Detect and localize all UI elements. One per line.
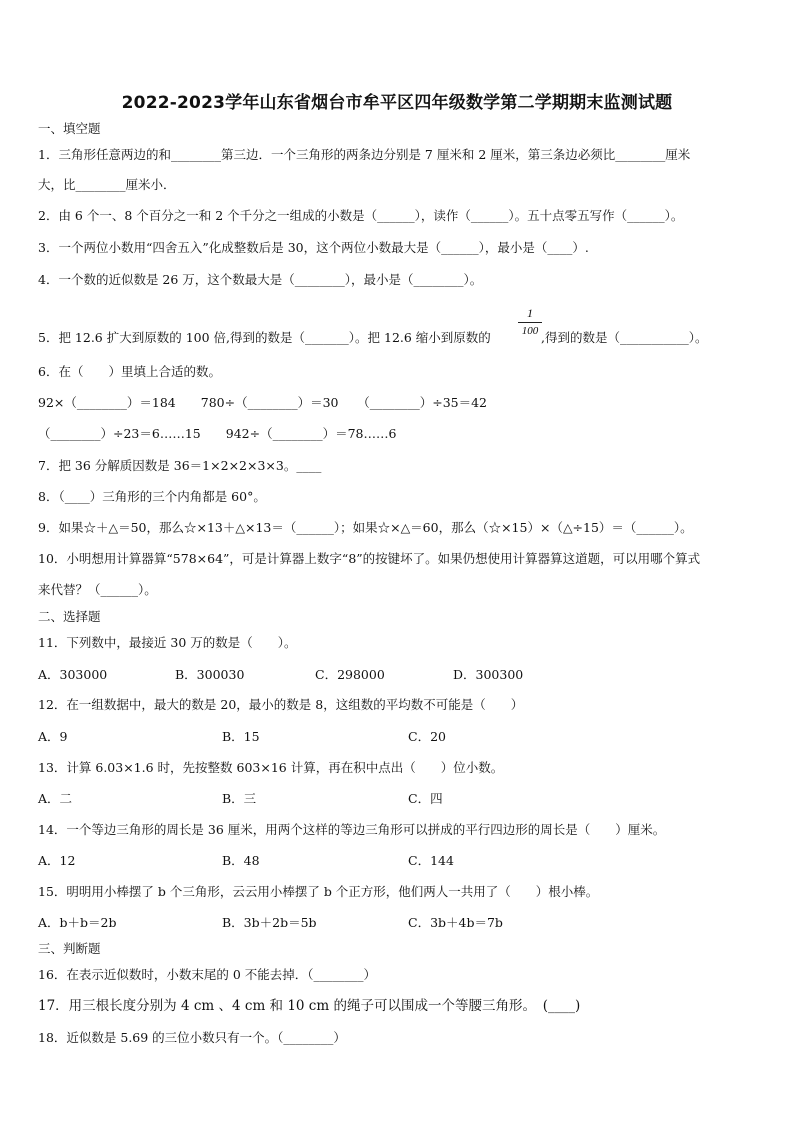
- question-5-part-1: 5．把 12.6 扩大到原数的 100 倍,得到的数是（_______）。把 12.6 缩小到原数的: [38, 330, 491, 345]
- question-13-option-c: C．四: [408, 791, 443, 806]
- section-heading-multiple-choice: 二、选择题: [38, 609, 101, 624]
- question-7: 7．把 36 分解质因数是 36＝1×2×2×3×3。____: [38, 458, 322, 473]
- fraction-numerator: 1: [527, 306, 533, 320]
- question-9: 9．如果☆＋△＝50，那么☆×13＋△×13＝（______）；如果☆×△＝60，那么（☆×15）×（△÷15）＝（______）。: [38, 520, 693, 535]
- question-5-part-2: ,得到的数是（___________）。: [541, 330, 708, 345]
- question-11-option-d: D．300300: [453, 667, 524, 682]
- section-heading-true-false: 三、判断题: [38, 941, 101, 956]
- question-18: 18．近似数是 5.69 的三位小数只有一个。（________）: [38, 1030, 346, 1045]
- question-3: 3．一个两位小数用“四舍五入”化成整数后是 30，这个两位小数最大是（______），最小是（____）.: [38, 240, 589, 255]
- question-14: 14．一个等边三角形的周长是 36 厘米，用两个这样的等边三角形可以拼成的平行四边形的周长是（ ）厘米。: [38, 822, 666, 837]
- fraction-bar: [518, 322, 542, 323]
- question-13: 13．计算 6.03×1.6 时，先按整数 603×16 计算，再在积中点出（ ）位小数。: [38, 760, 504, 775]
- question-15-option-a: A．b＋b＝2b: [38, 915, 117, 930]
- question-14-option-b: B．48: [222, 853, 260, 868]
- question-12: 12．在一组数据中，最大的数是 20，最小的数是 8，这组数的平均数不可能是（ ）: [38, 697, 524, 712]
- question-1-line-2: 大，比________厘米小．: [38, 177, 176, 192]
- question-11-option-c: C．298000: [315, 667, 385, 682]
- question-2: 2．由 6 个一、8 个百分之一和 2 个千分之一组成的小数是（______），读作（______）。五十点零五写作（______）。: [38, 208, 684, 223]
- question-8: 8．（____）三角形的三个内角都是 60°。: [38, 489, 266, 504]
- question-6-row-1: 92×（________）＝184 780÷（________）＝30 （________）÷35＝42: [38, 395, 488, 410]
- question-13-option-a: A．二: [38, 791, 73, 806]
- question-6: 6．在（ ）里填上合适的数。: [38, 364, 221, 379]
- question-10-line-2: 来代替？（______）。: [38, 582, 157, 597]
- question-13-option-b: B．三: [222, 791, 257, 806]
- question-12-option-c: C．20: [408, 729, 446, 744]
- question-15-option-c: C．3b＋4b＝7b: [408, 915, 503, 930]
- question-15: 15．明明用小棒摆了 b 个三角形，云云用小棒摆了 b 个正方形，他们两人一共用了（ ）根小棒。: [38, 884, 599, 899]
- section-heading-fill-blank: 一、填空题: [38, 121, 101, 136]
- question-11: 11．下列数中，最接近 30 万的数是（ ）。: [38, 635, 297, 650]
- question-12-option-a: A．9: [38, 729, 68, 744]
- question-16: 16．在表示近似数时，小数末尾的 0 不能去掉．（________）: [38, 967, 377, 982]
- question-1-line-1: 1．三角形任意两边的和________第三边．一个三角形的两条边分别是 7 厘米和 2 厘米，第三条边必须比________厘米: [38, 147, 691, 162]
- question-14-option-c: C．144: [408, 853, 454, 868]
- page-title: 2022-2023学年山东省烟台市牟平区四年级数学第二学期期末监测试题: [121, 93, 673, 113]
- question-15-option-b: B．3b＋2b＝5b: [222, 915, 317, 930]
- question-17: 17．用三根长度分别为 4 cm 、4 cm 和 10 cm 的绳子可以围成一个等腰三角形。 (____): [38, 998, 581, 1014]
- question-14-option-a: A．12: [38, 853, 76, 868]
- question-6-row-2: （________）÷23＝6……15 942÷（________）＝78……6: [38, 426, 397, 441]
- fraction-one-hundredth: [518, 306, 542, 338]
- fraction-denominator: 100: [521, 325, 539, 337]
- question-11-option-a: A．303000: [38, 667, 108, 682]
- question-10-line-1: 10．小明想用计算器算“578×64”，可是计算器上数字“8”的按键坏了。如果仍想使用计算器算这道题，可以用哪个算式: [38, 551, 701, 566]
- question-11-option-b: B．300030: [175, 667, 245, 682]
- question-4: 4．一个数的近似数是 26 万，这个数最大是（________），最小是（________）。: [38, 272, 483, 287]
- question-12-option-b: B．15: [222, 729, 260, 744]
